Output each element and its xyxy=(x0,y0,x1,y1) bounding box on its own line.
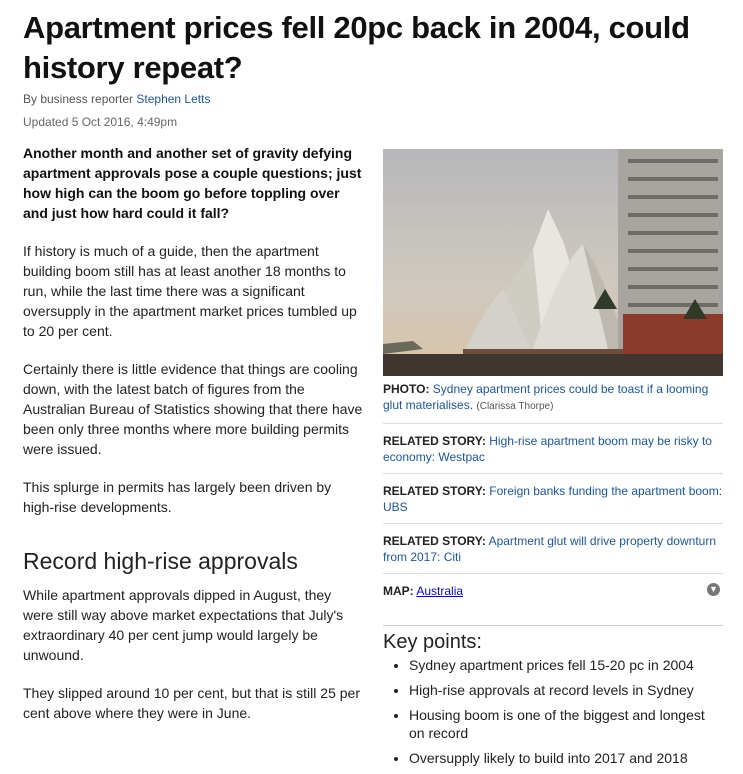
key-points-box xyxy=(383,625,723,767)
photo-label: PHOTO: xyxy=(383,382,430,396)
related-story-link[interactable]: Foreign banks funding the apartment boom: UBS xyxy=(383,484,723,514)
chevron-down-icon[interactable]: ▼ xyxy=(707,583,720,596)
photo-caption xyxy=(383,381,723,424)
map-row[interactable] xyxy=(383,574,723,607)
map-link[interactable]: Australia xyxy=(416,584,464,598)
byline-prefix: By business reporter xyxy=(23,92,137,106)
byline xyxy=(23,92,210,106)
article-body xyxy=(23,143,363,741)
paragraph: This splurge in permits has largely been driven by high-rise developments. xyxy=(23,479,332,515)
paragraph: If history is much of a guide, then the apartment building boom still has at least another 18 months to run, while the last time there was a significant oversupply in the apartment market prices tumbled up to 20 per cent. xyxy=(23,243,357,339)
article-title: Apartment prices fell 20pc back in 2004, could history repeat? xyxy=(23,10,690,85)
related-story-link[interactable]: High-rise apartment boom may be risky to economy: Westpac xyxy=(383,434,712,464)
key-points-title: Key points: xyxy=(383,631,482,653)
related-story xyxy=(383,474,723,524)
related-story-label: RELATED STORY: xyxy=(383,534,486,548)
author-link[interactable]: Stephen Letts xyxy=(136,92,211,106)
map-label: MAP: xyxy=(383,584,414,598)
updated-timestamp: Updated 5 Oct 2016, 4:49pm xyxy=(23,115,178,129)
related-story-label: RELATED STORY: xyxy=(383,434,486,448)
section-heading: Record high-rise approvals xyxy=(23,548,298,574)
photo-credit: (Clarissa Thorpe) xyxy=(476,401,554,412)
related-story-label: RELATED STORY: xyxy=(383,484,486,498)
article-photo[interactable] xyxy=(383,149,723,376)
key-points-list xyxy=(383,656,723,767)
lead-paragraph: Another month and another set of gravity defying apartment approvals pose a couple questions; just how high can the boom go before toppling over and just how hard could it fall? xyxy=(23,145,362,221)
key-point: • Oversupply likely to build into 2017 and 2018 xyxy=(409,749,723,767)
paragraph: Certainly there is little evidence that things are cooling down, with the latest batch of figures from the Australian Bureau of Statistics showing that there have been only three months where more building permits were issued. xyxy=(23,361,363,457)
photo-caption-link[interactable]: Sydney apartment prices could be toast if a looming glut materialises. xyxy=(383,382,709,412)
sidebar xyxy=(383,149,723,774)
key-point: • High-rise approvals at record levels in Sydney xyxy=(409,681,723,699)
related-story xyxy=(383,424,723,474)
related-story-link[interactable]: Apartment glut will drive property downturn from 2017: Citi xyxy=(383,534,716,564)
opera-house-image xyxy=(383,149,723,376)
related-story xyxy=(383,524,723,574)
key-point: • Sydney apartment prices fell 15-20 pc in 2004 xyxy=(409,656,723,674)
key-point: • Housing boom is one of the biggest and longest on record xyxy=(409,706,723,742)
paragraph: They slipped around 10 per cent, but that is still 25 per cent above where they were in June. xyxy=(23,685,360,721)
paragraph: While apartment approvals dipped in August, they were still way above market expectations that July's extraordinary 40 per cent jump would largely be unwound. xyxy=(23,587,344,663)
